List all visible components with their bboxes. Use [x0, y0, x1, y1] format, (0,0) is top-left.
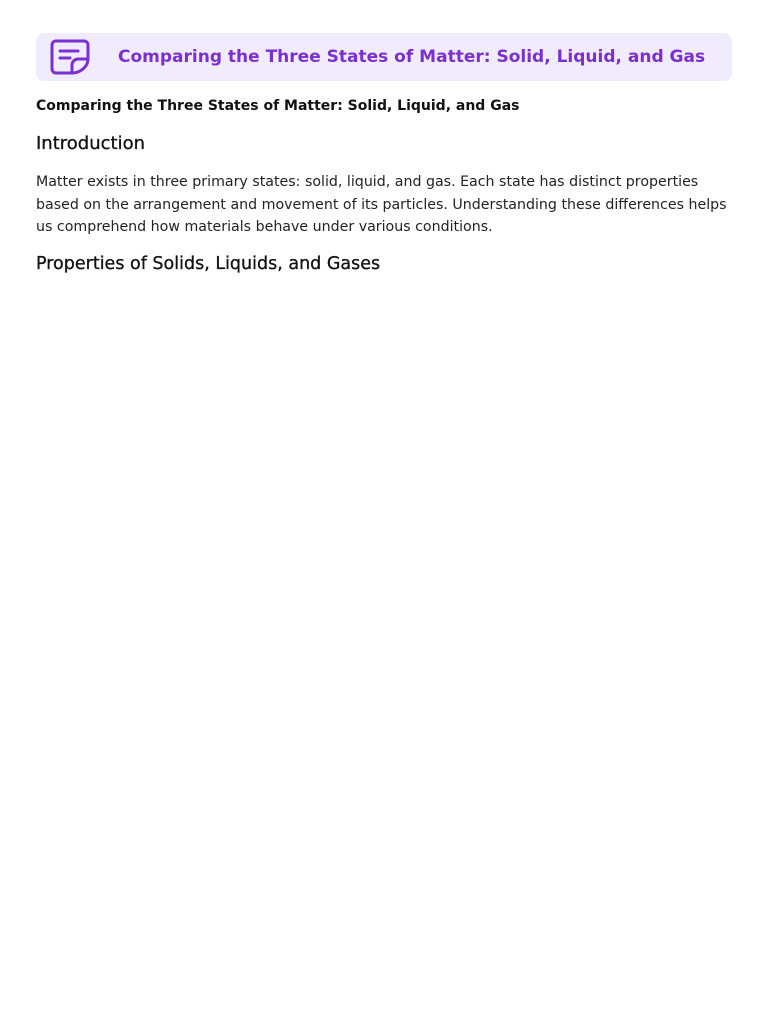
- section-heading-introduction: Introduction: [36, 133, 146, 154]
- introduction-paragraph: Matter exists in three primary states: solid, liquid, and gas. Each state has distinct properties based on the arrangement and movement of its particles. Understanding these differences helps us comprehend how materials behave under various conditions.: [36, 174, 727, 235]
- section-heading-properties: Properties of Solids, Liquids, and Gases: [36, 254, 381, 274]
- document-banner: [36, 33, 732, 81]
- banner-title: Comparing the Three States of Matter: Solid, Liquid, and Gas: [118, 47, 706, 67]
- document-title: Comparing the Three States of Matter: Solid, Liquid, and Gas: [36, 98, 520, 114]
- note-sticker-icon: [48, 37, 92, 77]
